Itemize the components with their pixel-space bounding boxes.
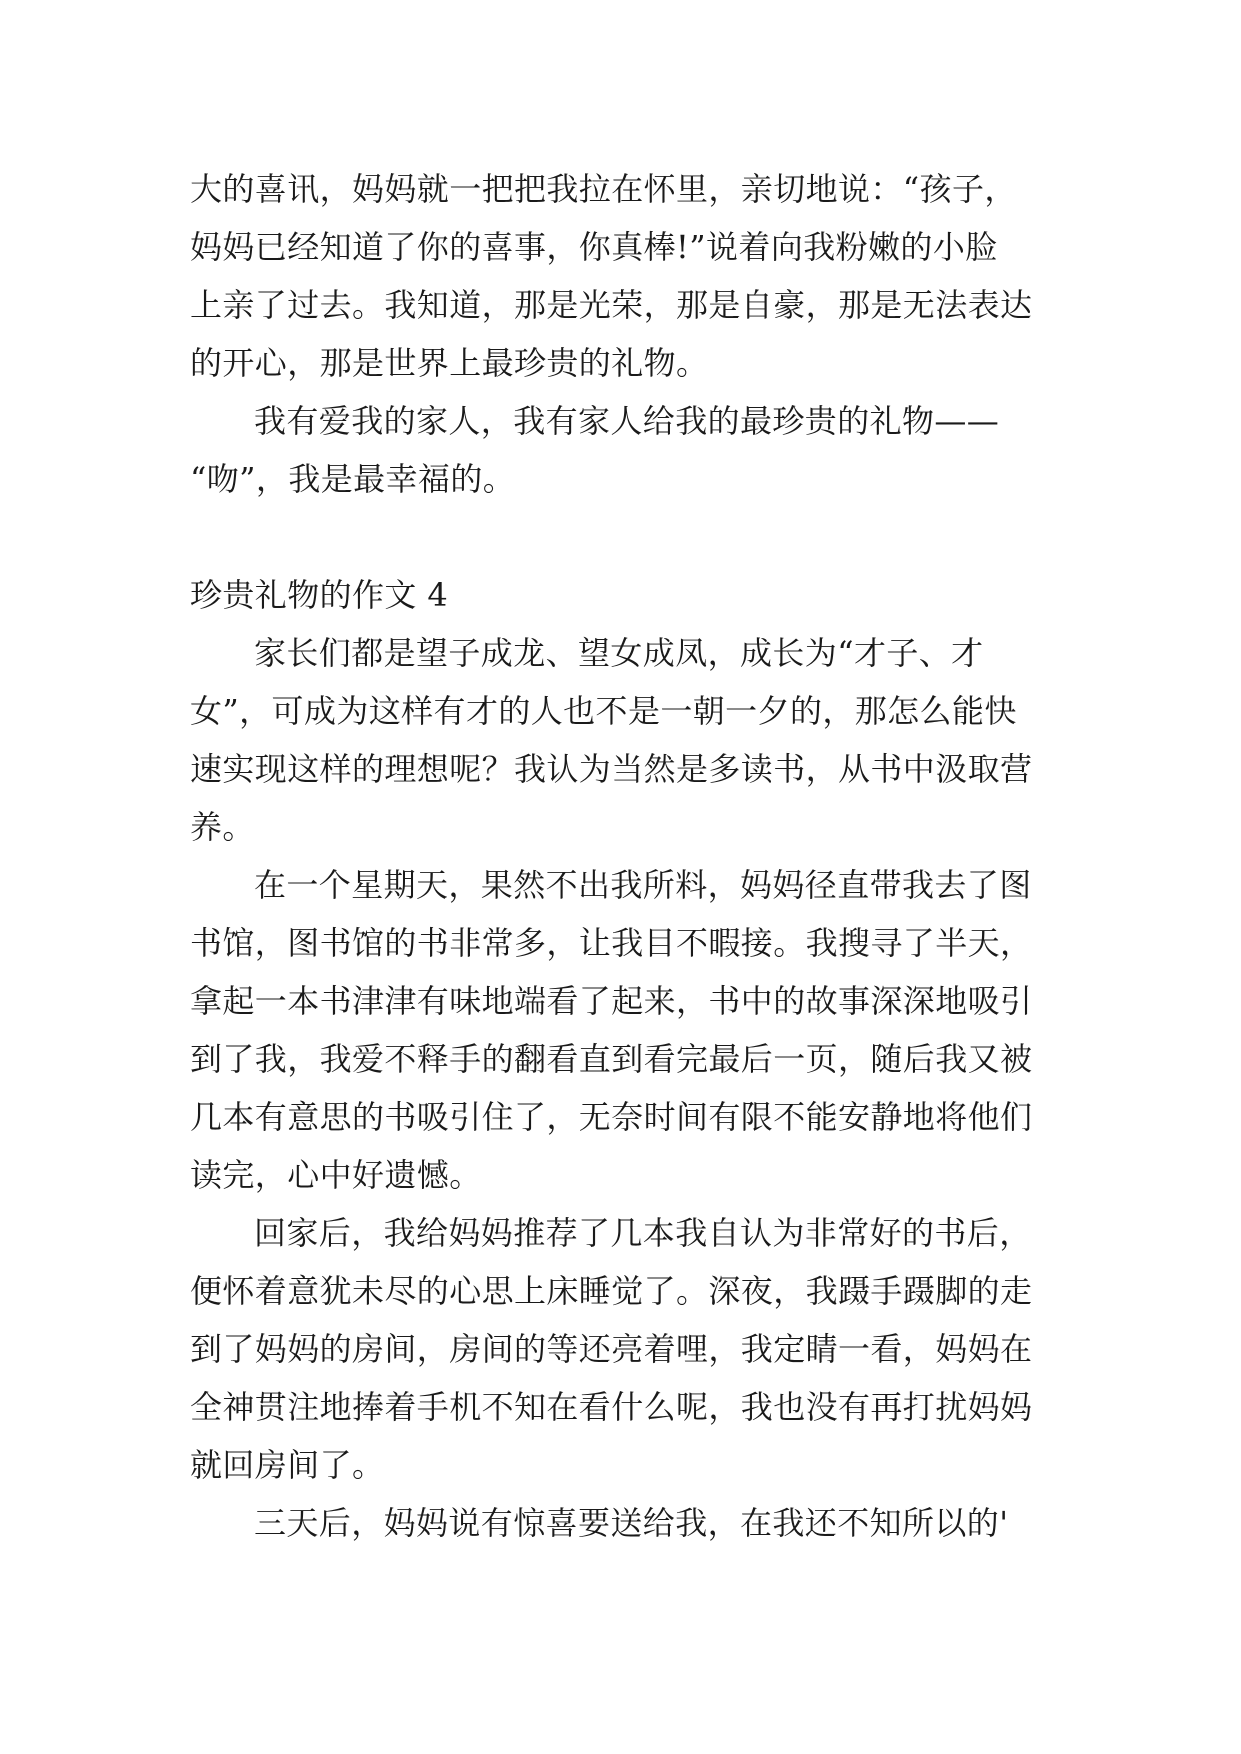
text-line: 全神贯注地捧着手机不知在看什么呢，我也没有再打扰妈妈 [190, 1388, 1033, 1426]
text-line: 就回房间了。 [190, 1446, 385, 1484]
text-line: 家长们都是望子成龙、望女成凤，成长为“才子、才 [254, 634, 984, 672]
section-gap [190, 508, 1070, 566]
paragraph-continued [190, 1262, 1070, 1494]
text-line: 便怀着意犹未尽的心思上床睡觉了。深夜，我蹑手蹑脚的走 [190, 1272, 1033, 1310]
text-line: 速实现这样的理想呢？我认为当然是多读书，从书中汲取营 [190, 750, 1033, 788]
text-line: 我有爱我的家人，我有家人给我的最珍贵的礼物—— [254, 402, 1000, 440]
text-line: 几本有意思的书吸引住了，无奈时间有限不能安静地将他们 [190, 1098, 1033, 1136]
paragraph [190, 1204, 1070, 1262]
text-line: 养。 [190, 808, 255, 846]
section-title: 珍贵礼物的作文 4 [190, 576, 449, 614]
text-line: 在一个星期天，果然不出我所料，妈妈径直带我去了图 [254, 866, 1032, 904]
paragraph-continued [190, 682, 1070, 856]
paragraph [190, 624, 1070, 682]
text-line: 读完，心中好遗憾。 [190, 1156, 482, 1194]
document-body [190, 160, 1070, 1552]
paragraph-continued [190, 160, 1070, 392]
paragraph [190, 856, 1070, 914]
text-line: 妈妈已经知道了你的喜事，你真棒!”说着向我粉嫩的小脸 [190, 228, 998, 266]
paragraph-closing-continued [190, 450, 1070, 508]
text-line: 的开心，那是世界上最珍贵的礼物。 [190, 344, 709, 382]
text-line: 到了我，我爱不释手的翻看直到看完最后一页，随后我又被 [190, 1040, 1033, 1078]
paragraph-continued [190, 914, 1070, 1204]
text-line: 书馆，图书馆的书非常多，让我目不暇接。我搜寻了半天， [190, 924, 1033, 962]
text-line: 回家后，我给妈妈推荐了几本我自认为非常好的书后， [254, 1214, 1032, 1252]
text-line: 上亲了过去。我知道，那是光荣，那是自豪，那是无法表达 [190, 286, 1033, 324]
text-line: 拿起一本书津津有味地端看了起来，书中的故事深深地吸引 [190, 982, 1033, 1020]
text-line: 到了妈妈的房间，房间的等还亮着哩，我定睛一看，妈妈在 [190, 1330, 1033, 1368]
text-line: 女”，可成为这样有才的人也不是一朝一夕的，那怎么能快 [190, 692, 1017, 730]
text-line: 三天后，妈妈说有惊喜要送给我，在我还不知所以的' [254, 1504, 1009, 1542]
text-line: 大的喜讯，妈妈就一把把我拉在怀里，亲切地说：“孩子， [190, 170, 1017, 208]
text-line: “吻”，我是最幸福的。 [190, 460, 516, 498]
paragraph [190, 1494, 1070, 1552]
paragraph-closing [190, 392, 1070, 450]
